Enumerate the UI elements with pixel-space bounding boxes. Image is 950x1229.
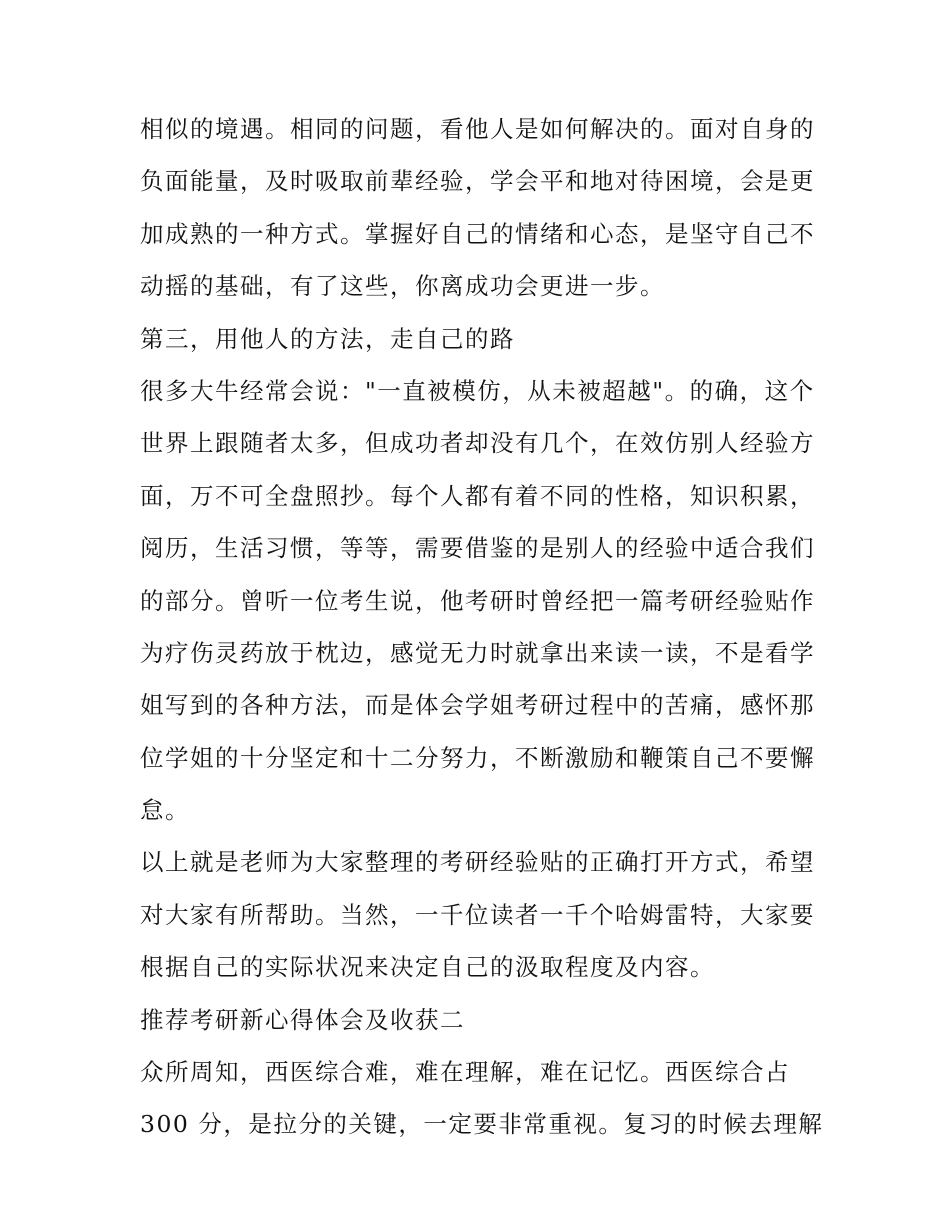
text-line: 的部分。曾听一位考生说，他考研时曾经把一篇考研经验贴作 bbox=[140, 586, 815, 615]
text-line: 负面能量，及时吸取前辈经验，学会平和地对待困境，会是更 bbox=[140, 167, 815, 196]
text-line: 以上就是老师为大家整理的考研经验贴的正确打开方式，希望 bbox=[140, 848, 815, 877]
text-line: 相似的境遇。相同的问题，看他人是如何解决的。面对自身的 bbox=[140, 115, 815, 143]
text-line: 众所周知，西医综合难，难在理解，难在记忆。西医综合占 bbox=[140, 1058, 790, 1087]
text-line: 怠。 bbox=[140, 796, 190, 825]
text-line: 动摇的基础，有了这些，你离成功会更进一步。 bbox=[140, 272, 665, 301]
text-line: 阅历，生活习惯，等等，需要借鉴的是别人的经验中适合我们 bbox=[140, 534, 815, 563]
text-line: 对大家有所帮助。当然，一千位读者一千个哈姆雷特，大家要 bbox=[140, 900, 815, 929]
text-line: 姐写到的各种方法，而是体会学姐考研过程中的苦痛，感怀那 bbox=[140, 691, 815, 720]
text-line: 位学姐的十分坚定和十二分努力，不断激励和鞭策自己不要懈 bbox=[140, 743, 815, 772]
text-line: 为疗伤灵药放于枕边，感觉无力时就拿出来读一读，不是看学 bbox=[140, 638, 815, 667]
section-heading: 推荐考研新心得体会及收获二 bbox=[140, 1005, 465, 1034]
text-line: 300 分，是拉分的关键，一定要非常重视。复习的时候去理解 bbox=[140, 1110, 824, 1139]
text-line: 很多大牛经常会说："一直被模仿，从未被超越"。的确，这个 bbox=[140, 376, 815, 405]
section-heading: 第三，用他人的方法，走自己的路 bbox=[140, 324, 515, 353]
text-line: 面，万不可全盘照抄。每个人都有着不同的性格，知识积累， bbox=[140, 481, 815, 510]
text-line: 加成熟的一种方式。掌握好自己的情绪和心态，是坚守自己不 bbox=[140, 219, 815, 248]
text-line: 根据自己的实际状况来决定自己的汲取程度及内容。 bbox=[140, 953, 715, 982]
text-line: 世界上跟随者太多，但成功者却没有几个，在效仿别人经验方 bbox=[140, 429, 815, 458]
document-body bbox=[140, 103, 824, 1151]
